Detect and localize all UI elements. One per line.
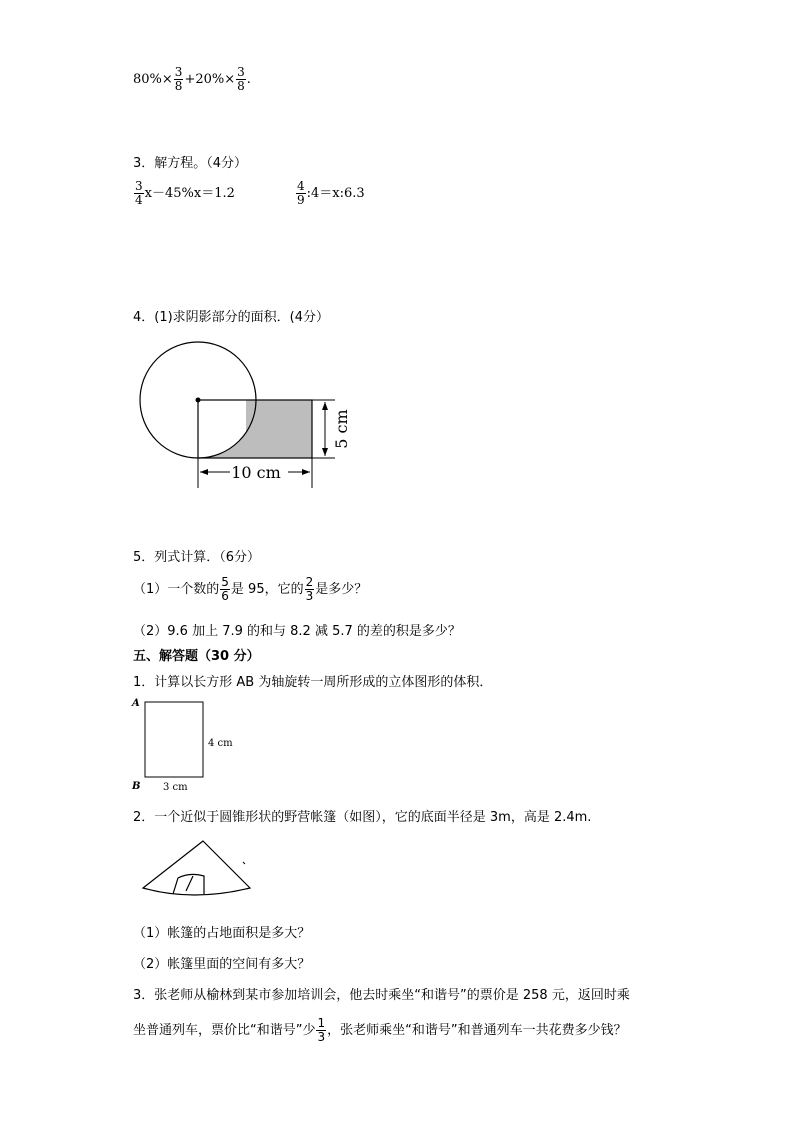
tent-figure <box>138 836 258 902</box>
label-width: 3 cm <box>163 782 188 793</box>
shaded-area-figure <box>135 340 365 495</box>
rectangle <box>145 702 203 777</box>
fraction: $\frac{5}{6}$ <box>221 575 229 603</box>
fraction: $\frac{1}{3}$ <box>317 1016 326 1044</box>
calc-expression <box>133 66 251 93</box>
expr-text: . <box>246 72 251 87</box>
s5q1-text: 1．计算以长方形 AB 为轴旋转一周所形成的立体图形的体积． <box>133 675 493 690</box>
s5q3-line1: 3．张老师从榆林到某市参加培训会，他去时乘坐“和谐号”的票价是 258 元，返回时乘 <box>133 988 630 1003</box>
expr-text: 80%× <box>133 72 173 87</box>
expr-text: +20%× <box>184 72 236 87</box>
s5q2-part1: （1）帐篷的占地面积是多大？ <box>133 926 311 941</box>
q5-part2: （2）9.6 加上 7.9 的和与 8.2 减 5.7 的差的积是多少？ <box>133 624 461 639</box>
label-height: 4 cm <box>208 738 233 749</box>
label-a: A <box>132 698 140 709</box>
s5q3-line2: 坐普通列车，票价比“和谐号”少 $\frac{1}{3}$ ，张老师乘坐“和谐号”和普通列车一共花费多少钱？ <box>133 1016 627 1044</box>
rectangle-ab-figure <box>130 692 250 794</box>
label-b: B <box>132 781 141 792</box>
q5-title: 5．列式计算．（6分） <box>133 550 261 565</box>
q3-title: 3．解方程。（4分） <box>133 156 248 171</box>
fraction: $\frac{3}{8}$ <box>174 65 183 93</box>
equation-1: $\frac{3}{4}$ x－45%x＝1.2 <box>135 179 235 207</box>
center-point <box>196 398 201 403</box>
fraction: $\frac{2}{3}$ <box>305 575 314 603</box>
q4-title: 4．(1)求阴影部分的面积．(4分） <box>133 310 330 325</box>
equation-2: $\frac{4}{9}$ :4＝x:6.3 <box>297 179 365 207</box>
label-height: 5 cm <box>332 409 351 449</box>
section-five-title: 五、解答题（30 分） <box>133 649 260 664</box>
s5q2-text: 2．一个近似于圆锥形状的野营帐篷（如图），它的底面半径是 3m，高是 2.4m. <box>133 810 592 825</box>
q5-part1: （1）一个数的 $\frac{5}{6}$ 是 95，它的 $\frac{2}{3}$ 是多少？ <box>133 575 368 603</box>
tent-outline <box>143 841 250 895</box>
fraction: $\frac{3}{8}$ <box>237 65 245 93</box>
s5q2-part2: （2）帐篷里面的空间有多大？ <box>133 957 311 972</box>
fraction: $\frac{3}{4}$ <box>135 179 143 207</box>
fraction: $\frac{4}{9}$ <box>297 179 305 207</box>
label-width: 10 cm <box>231 463 281 482</box>
tent-door <box>173 874 204 894</box>
